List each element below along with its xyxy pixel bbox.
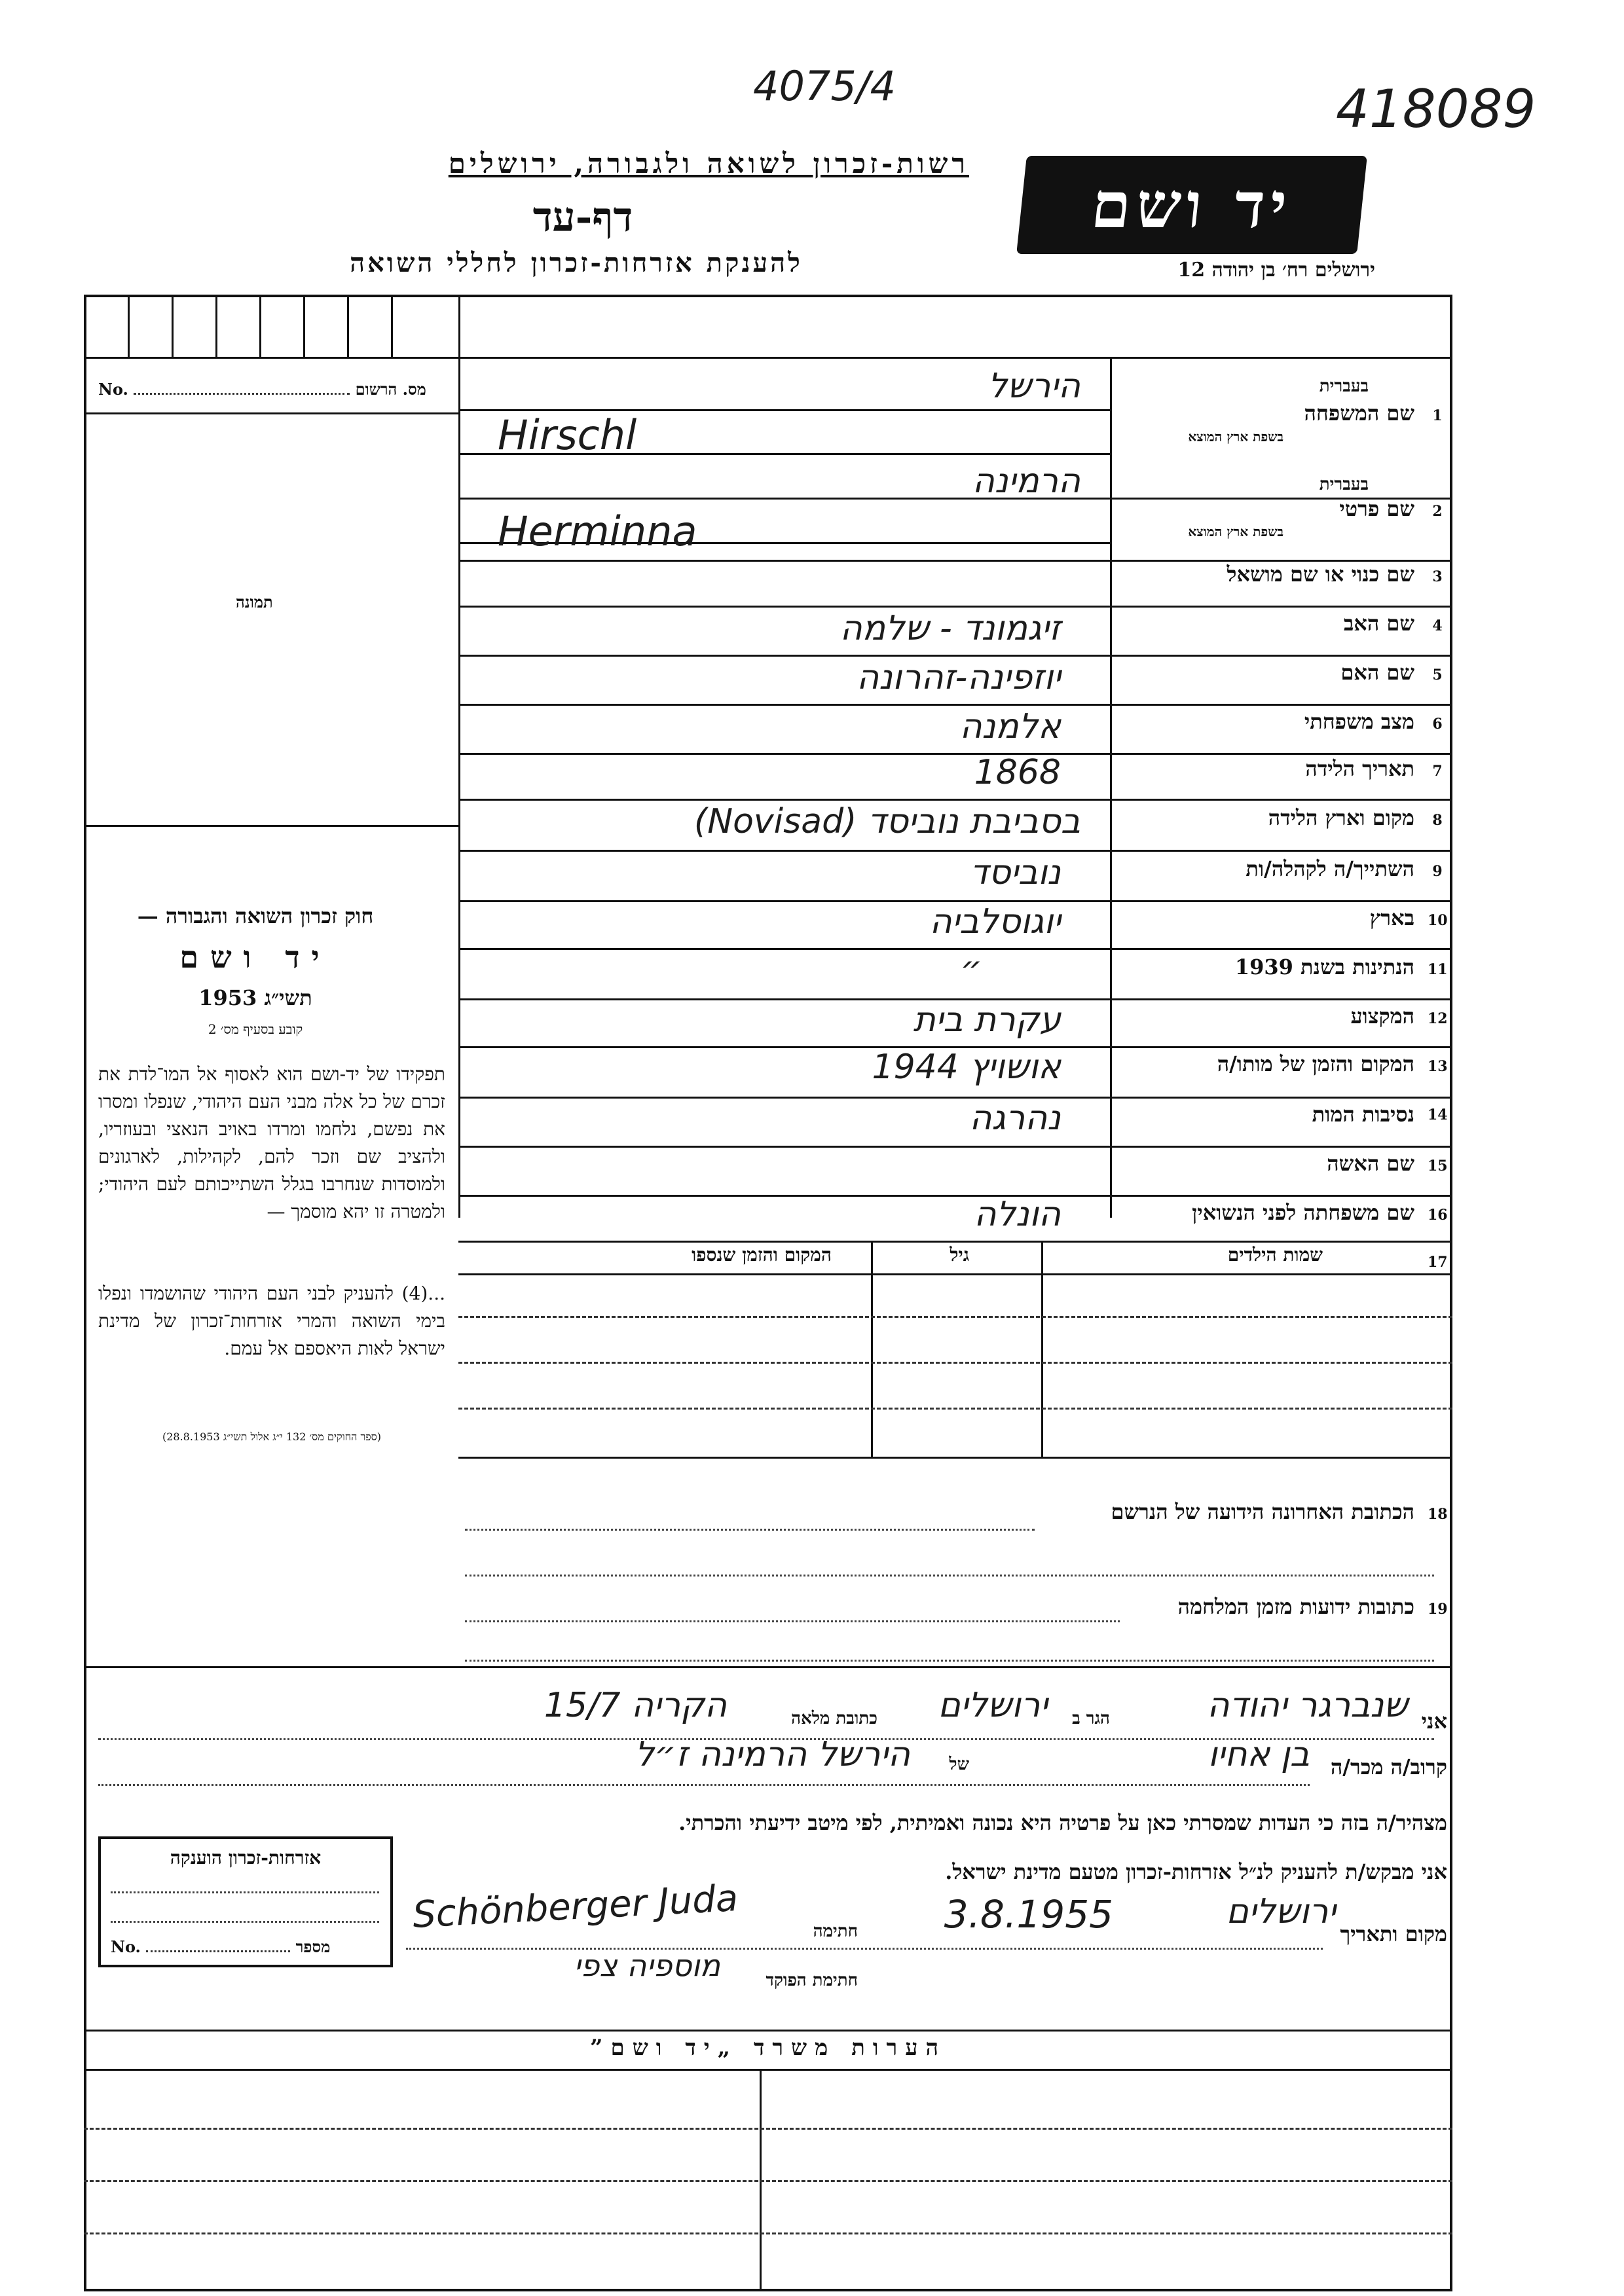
field-sub-origin-2: בשפת ארץ המוצא bbox=[1188, 524, 1283, 539]
field-value-9: נוביסד bbox=[970, 853, 1061, 892]
field-label-7: תאריך הלידה bbox=[1305, 756, 1414, 781]
field-label-2: שם פרטי bbox=[1339, 496, 1414, 521]
field-label-11: הנתינות בשנת 1939 bbox=[1234, 955, 1414, 979]
field-value-8: בסביבת נוביסד (Novisad) bbox=[693, 802, 1080, 841]
field-number-14: 14 bbox=[1428, 1106, 1448, 1123]
signature-label: חתימה bbox=[813, 1922, 858, 1941]
field-value-16: הונלה bbox=[974, 1195, 1061, 1234]
place-value: ירושלים bbox=[1226, 1892, 1336, 1931]
law-heading: חוק זכרון השואה והגבורה — bbox=[137, 903, 374, 928]
law-text-2: ...(4) להעניק לבני העם היהודי שהושמדו ונפלו בימי השואה והמרי אזרחות־זכרון של מדינת ישראל לאות היאספם אל עמם. bbox=[98, 1283, 445, 1359]
field-number-3: 3 bbox=[1432, 568, 1443, 585]
field-value-12: עקרת בית bbox=[913, 1000, 1061, 1040]
address-value: הקריה 15/7 bbox=[544, 1686, 727, 1725]
form-subtitle: להענקת אזרחות-זכרון לחללי השואה bbox=[350, 247, 803, 278]
field-number-18: 18 bbox=[1428, 1506, 1448, 1523]
reg-no-label-he: מס. הרשום bbox=[355, 380, 426, 399]
yad-vashem-logo bbox=[1016, 156, 1367, 254]
field-label-14: נסיבות המות bbox=[1312, 1102, 1414, 1127]
field-value-5: יוזפינה-זהרונה bbox=[857, 658, 1061, 697]
field-value-14: נהרגה bbox=[969, 1099, 1061, 1138]
field-value-13: אושויץ 1944 bbox=[872, 1048, 1061, 1087]
field-number-7: 7 bbox=[1432, 763, 1443, 780]
of-name-value: הירשל הרמינה ז״ל bbox=[635, 1735, 910, 1774]
field-number-10: 10 bbox=[1428, 912, 1448, 929]
field-label-15: שם האשה bbox=[1327, 1151, 1414, 1176]
field-number-1: 1 bbox=[1432, 407, 1443, 424]
header-address: ירושלים רח׳ בן יהודה 12 bbox=[1177, 259, 1375, 282]
lives-in-value: ירושלים bbox=[938, 1686, 1048, 1725]
field-number-4: 4 bbox=[1432, 617, 1443, 634]
declaration-prefix: אני bbox=[1421, 1709, 1447, 1734]
field-number-12: 12 bbox=[1428, 1010, 1448, 1027]
officer-value: מוספיה צפי bbox=[574, 1948, 720, 1983]
field-number-13: 13 bbox=[1428, 1058, 1448, 1075]
field-value-4: זיגמונד - שלמה bbox=[840, 609, 1061, 648]
authority-line: רשות-זכרון לשואה ולגבורה, ירושלים bbox=[448, 147, 969, 179]
field-value-origin-2: Herminna bbox=[498, 507, 697, 555]
field-value-11: ״ bbox=[960, 949, 982, 989]
photo-label: תמונה bbox=[236, 592, 273, 611]
archive-number-right: 418089 bbox=[1336, 79, 1536, 139]
logo-text: יד ושם bbox=[1088, 168, 1296, 242]
of-label: של bbox=[949, 1755, 969, 1774]
children-col-names: שמות הילדים bbox=[1227, 1244, 1323, 1266]
field-label-8: מקום וארץ הלידה bbox=[1268, 805, 1414, 830]
statement-2: אני מבקש/ת להעניק לנ״ל אזרחות-זכרון מטעם מדינת ישראל. bbox=[945, 1859, 1447, 1884]
field-number-19: 19 bbox=[1428, 1601, 1448, 1618]
officer-label: חתימת הפוקד bbox=[766, 1971, 858, 1990]
archive-number-left: 4075/4 bbox=[753, 62, 896, 110]
field-value-he-2: הרמינה bbox=[972, 462, 1080, 501]
law-year: תשי״ג 1953 bbox=[198, 985, 312, 1010]
field-label-13: המקום והזמן של מותו/ה bbox=[1217, 1051, 1414, 1076]
field-number-11: 11 bbox=[1428, 961, 1448, 978]
certificate-no-label: No. bbox=[111, 1937, 141, 1956]
field-label-10: בארץ bbox=[1369, 905, 1414, 930]
field-number-17: 17 bbox=[1428, 1254, 1448, 1271]
field19-label: כתובות ידועות מזמן המלחמה bbox=[1177, 1594, 1414, 1619]
children-col-age: גיל bbox=[950, 1244, 969, 1266]
statement-1: מצהיר/ה בזה כי העדות שמסרתי כאן על פרטיה היא נכונה ואמיתית, לפי מיטב ידיעתי והכרתי. bbox=[678, 1810, 1447, 1835]
registration-no bbox=[98, 380, 452, 399]
field-label-3: שם כנוי או שם מושאל bbox=[1227, 562, 1414, 587]
lives-in-label: הגר ב bbox=[1072, 1709, 1110, 1728]
field-number-8: 8 bbox=[1432, 812, 1443, 829]
field-label-1: שם המשפחה bbox=[1304, 401, 1414, 426]
place-date-label: מקום ותאריך bbox=[1340, 1922, 1447, 1946]
certificate-no-label-he: מספר bbox=[295, 1937, 331, 1956]
field-label-6: מצב משפחתי bbox=[1304, 709, 1414, 734]
field-value-7: 1868 bbox=[974, 753, 1061, 792]
office-notes-heading: הערות משרד „יד ושם” bbox=[589, 2035, 947, 2061]
certificate-title: אזרחות-זכרון הוענקה bbox=[170, 1847, 322, 1868]
field-sub-he-2: בעברית bbox=[1319, 475, 1369, 494]
field-value-he-1: הירשל bbox=[987, 367, 1080, 406]
field-sub-origin-1: בשפת ארץ המוצא bbox=[1188, 429, 1283, 445]
field-number-5: 5 bbox=[1432, 666, 1443, 683]
field-sub-he-1: בעברית bbox=[1319, 376, 1369, 396]
reg-no-label: No. bbox=[98, 380, 128, 399]
law-text-1: תפקידו של יד-ושם הוא לאסוף אל המו־לדת את זכרם של כל אלה מבני העם היהודי, שנפלו ומסרו את נפשם, נלחמו ומרדו באויב הנאצי ובעוזריו, ולהציב שם וזכר להם, לקהילות, לארגונים ולמוסדות שנחרבו בגלל השתייכותם לעם היהודי; ולמטרה זו יהא מוסמך — bbox=[98, 1063, 445, 1222]
relation-value: בן אחיו bbox=[1208, 1735, 1310, 1774]
field-label-9: השתייך/ה לקהלה/ות bbox=[1246, 856, 1414, 881]
certificate-box bbox=[98, 1836, 393, 1967]
signature-value: Schönberger Juda bbox=[411, 1877, 739, 1937]
relation-label: קרוב/ה מכר/ה bbox=[1330, 1755, 1447, 1779]
field-label-16: שם משפחתה לפני הנשואין bbox=[1192, 1200, 1414, 1225]
field-number-9: 9 bbox=[1432, 863, 1443, 880]
field-label-5: שם האם bbox=[1340, 660, 1414, 685]
address-label: כתובת מלאה bbox=[791, 1709, 877, 1728]
field-value-origin-1: Hirschl bbox=[498, 411, 637, 459]
law-source: (ספר החוקים מס׳ 132 י״ג אלול תשי״ג 28.8.1953) bbox=[162, 1430, 382, 1443]
field-number-16: 16 bbox=[1428, 1207, 1448, 1224]
children-col-place: המקום והזמן שנספו bbox=[692, 1244, 832, 1266]
field-value-10: יוגוסלביה bbox=[929, 902, 1061, 941]
form-title: דף-עד bbox=[532, 193, 633, 241]
field-number-2: 2 bbox=[1432, 503, 1443, 520]
field-number-6: 6 bbox=[1432, 716, 1443, 733]
law-name: יד ושם bbox=[179, 939, 331, 975]
field-label-4: שם האב bbox=[1343, 611, 1414, 636]
law-clause: קובע בסעיף מס׳ 2 bbox=[208, 1021, 303, 1037]
field18-label: הכתובת האחרונה הידועה של הנרשם bbox=[1111, 1499, 1414, 1524]
field-number-15: 15 bbox=[1428, 1157, 1448, 1175]
field-label-12: המקצוע bbox=[1350, 1004, 1414, 1029]
field-value-6: אלמנה bbox=[959, 707, 1061, 746]
date-value: 3.8.1955 bbox=[944, 1892, 1113, 1937]
declarant-name: שנברגר יהודה bbox=[1207, 1686, 1408, 1725]
